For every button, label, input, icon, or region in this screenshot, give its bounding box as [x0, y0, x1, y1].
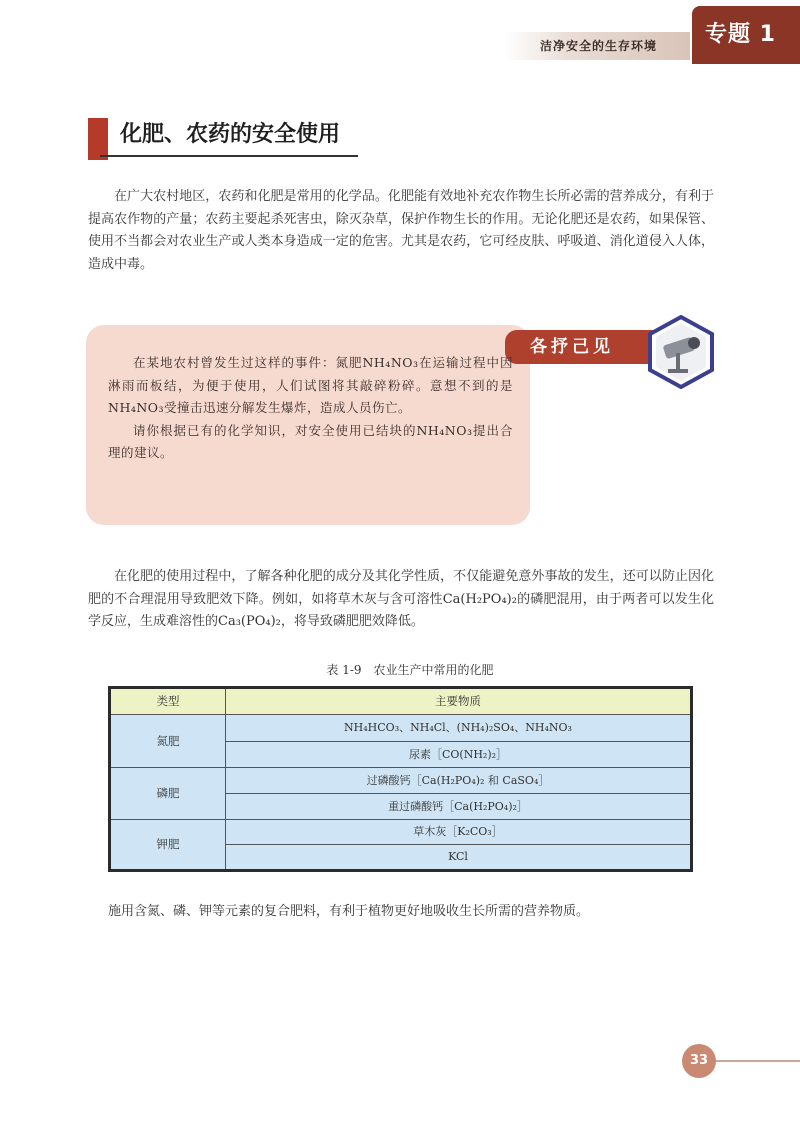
section-title: 化肥、农药的安全使用	[120, 122, 341, 147]
table-cell-type: 氮肥	[156, 734, 180, 748]
table-cell: 草木灰［K₂CO₃］	[413, 825, 503, 838]
chapter-tab-label: 专题 1	[705, 22, 776, 47]
table-header-type: 类型	[156, 694, 180, 708]
closing-paragraph: 施用含氮、磷、钾等元素的复合肥料，有利于植物更好地吸收生长所需的营养物质。	[108, 904, 590, 919]
callout-text	[108, 352, 513, 465]
table-cell: NH₄HCO₃、NH₄Cl、(NH₄)₂SO₄、NH₄NO₃	[344, 721, 572, 734]
callout-paragraph: 在某地农村曾发生过这样的事件：氮肥NH₄NO₃在运输过程中因淋雨而板结，为便于使用，人们试图将其敲碎粉碎。意想不到的是NH₄NO₃受撞击迅速分解发生爆炸，造成人员伤亡。	[108, 355, 513, 415]
fertilizer-table	[108, 686, 693, 872]
table-cell: KCl	[448, 850, 468, 863]
body-paragraph: 在化肥的使用过程中，了解各种化肥的成分及其化学性质，不仅能避免意外事故的发生，还可以防止因化肥的不合理混用导致肥效下降。例如，如将草木灰与含可溶性Ca(H₂PO₄)₂的磷肥混用，由于两者可以发生化学反应，生成难溶性的Ca₃(PO₄)₂，将导致磷肥肥效降低。	[88, 569, 714, 629]
header-subtitle: 洁净安全的生存环境	[540, 39, 658, 53]
table-cell: 尿素［CO(NH₂)₂］	[408, 748, 508, 761]
section-title-marker	[88, 118, 108, 160]
section-title-underline	[100, 155, 358, 157]
table-header-row	[111, 689, 690, 715]
callout-question: 请你根据已有的化学知识，对安全使用已结块的NH₄NO₃提出合理的建议。	[108, 422, 513, 460]
callout-badge-label: 各抒己见	[530, 337, 614, 357]
table-cell-type: 磷肥	[156, 786, 180, 800]
table-header-substance: 主要物质	[435, 694, 481, 708]
camera-icon	[648, 315, 714, 389]
table-caption: 表 1-9 农业生产中常用的化肥	[326, 663, 494, 677]
table-cell: 过磷酸钙［Ca(H₂PO₄)₂ 和 CaSO₄］	[366, 774, 550, 787]
intro-paragraph: 在广大农村地区，农药和化肥是常用的化学品。化肥能有效地补充农作物生长所必需的营养成分，有利于提高农作物的产量；农药主要起杀死害虫，除灭杂草，保护作物生长的作用。无论化肥还是农药，如果保管、使用不当都会对农业生产或人类本身造成一定的危害。尤其是农药，它可经皮肤、呼吸道、消化道侵入人体，造成中毒。	[88, 189, 714, 272]
table-cell: 重过磷酸钙［Ca(H₂PO₄)₂］	[388, 800, 528, 813]
page-number: 33	[689, 1053, 709, 1068]
table-cell-type: 钾肥	[156, 837, 180, 851]
